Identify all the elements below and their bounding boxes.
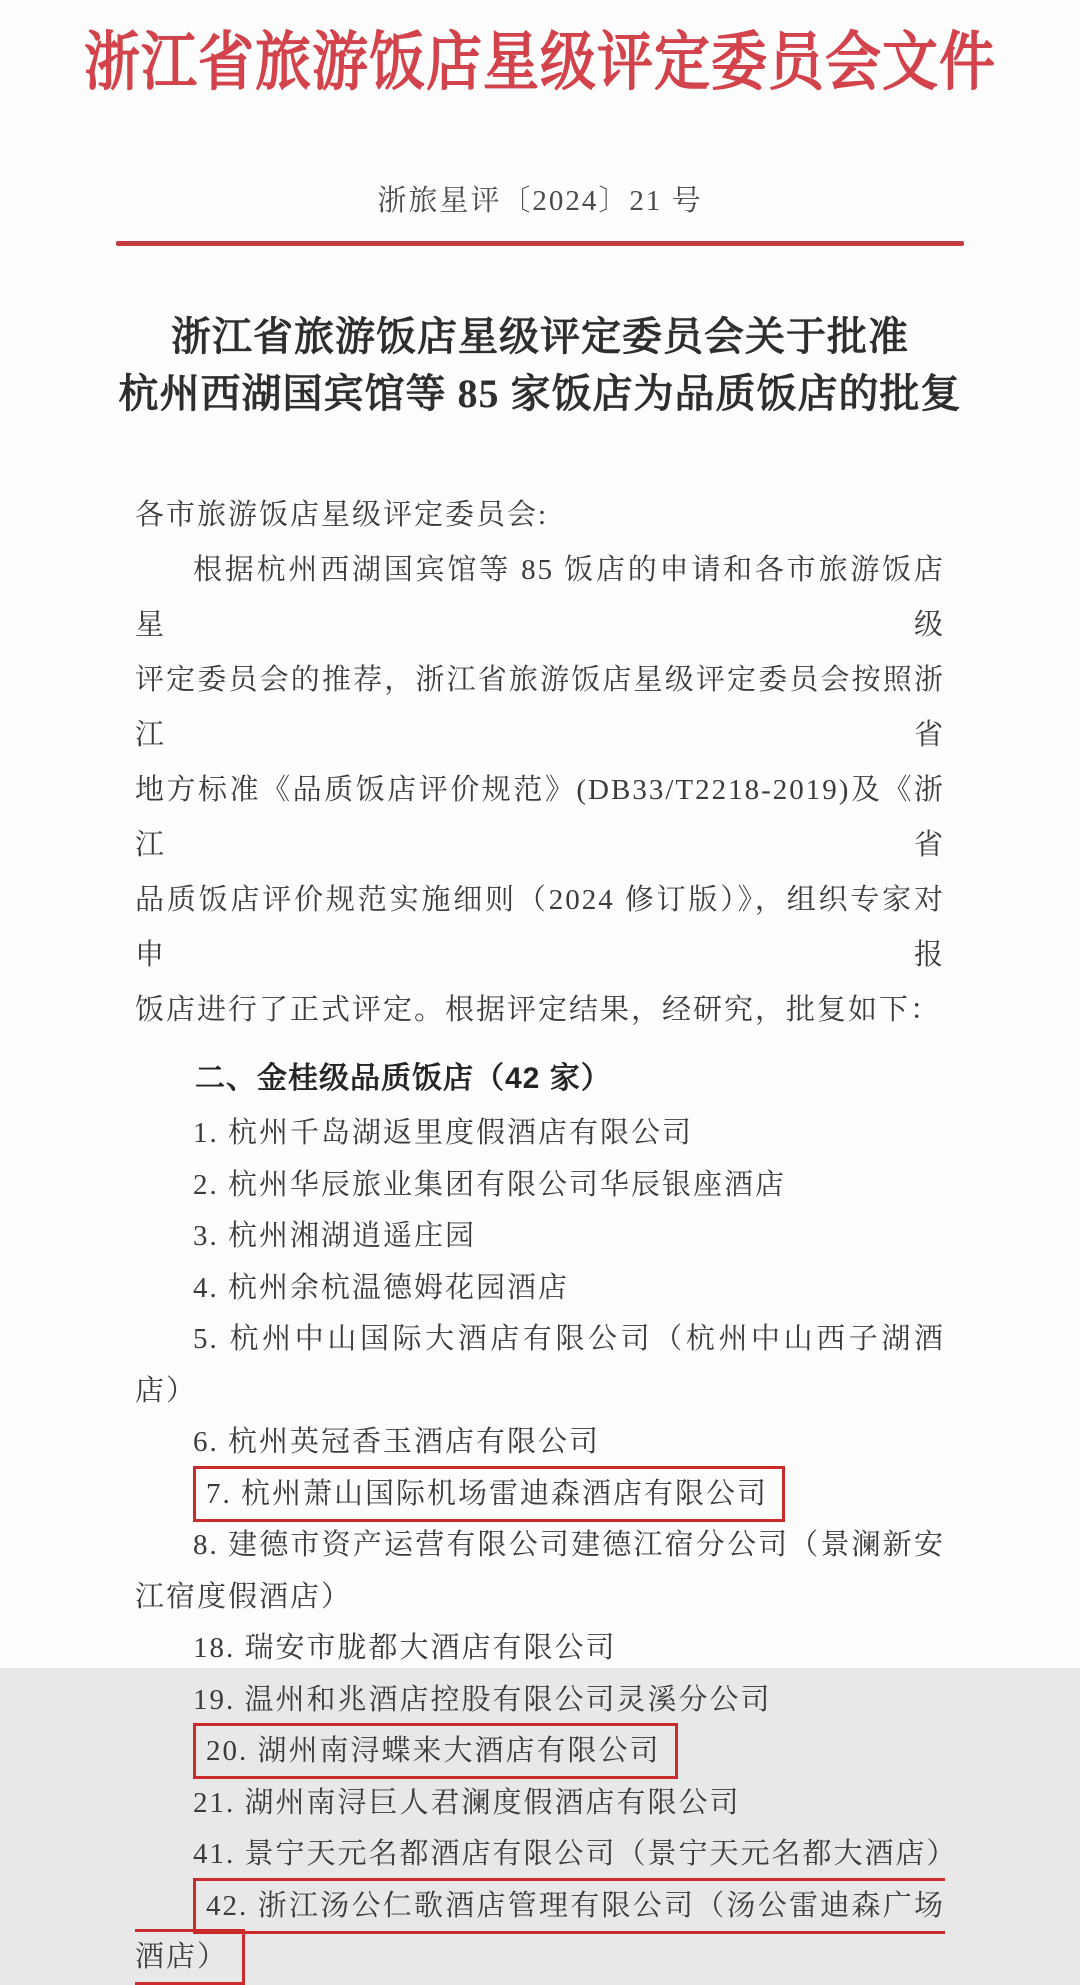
list-item: 18. 瑞安市胧都大酒店有限公司 (135, 1623, 945, 1675)
list-item (135, 1726, 945, 1778)
list-item: 5. 杭州中山国际大酒店有限公司（杭州中山西子湖酒店） (135, 1314, 945, 1417)
list-item (135, 1881, 945, 1984)
highlight-box: 7. 杭州萧山国际机场雷迪森酒店有限公司 (193, 1466, 785, 1522)
document-title (0, 308, 1080, 422)
document-number: 浙旅星评〔2024〕21 号 (0, 178, 1080, 219)
list-item (135, 1469, 945, 1521)
list-item: 2. 杭州华辰旅业集团有限公司华辰银座酒店 (135, 1160, 945, 1212)
document-header-title: 浙江省旅游饭店星级评定委员会文件 (0, 0, 1080, 104)
list-item: 8. 建德市资产运营有限公司建德江宿分公司（景澜新安江宿度假酒店） (135, 1520, 945, 1623)
highlight-box: 42. 浙江汤公仁歌酒店管理有限公司（汤公雷迪森广场酒店） (135, 1878, 945, 1985)
document-title-line2: 杭州西湖国宾馆等 85 家饭店为品质饭店的批复 (0, 365, 1080, 422)
red-divider-line (116, 241, 964, 246)
highlight-box: 20. 湖州南浔蝶来大酒店有限公司 (193, 1723, 678, 1779)
section-heading: 二、金桂级品质饭店（42 家） (135, 1052, 945, 1106)
salutation: 各市旅游饭店星级评定委员会: (135, 488, 945, 543)
paragraph-line: 根据杭州西湖国宾馆等 85 饭店的申请和各市旅游饭店星级 (135, 543, 945, 653)
list-item: 21. 湖州南浔巨人君澜度假酒店有限公司 (135, 1778, 945, 1830)
paragraph-line: 品质饭店评价规范实施细则（2024 修订版）》，组织专家对申报 (135, 873, 945, 983)
document-title-line1: 浙江省旅游饭店星级评定委员会关于批准 (0, 308, 1080, 365)
paragraph-line: 饭店进行了正式评定。根据评定结果，经研究，批复如下： (135, 983, 945, 1038)
body-paragraph (135, 543, 945, 1038)
list-item: 6. 杭州英冠香玉酒店有限公司 (135, 1417, 945, 1469)
list-item: 19. 温州和兆酒店控股有限公司灵溪分公司 (135, 1675, 945, 1727)
paragraph-line: 地方标准《品质饭店评价规范》(DB33/T2218-2019)及《浙江省 (135, 763, 945, 873)
document-body (135, 488, 945, 1984)
list-item: 1. 杭州千岛湖返里度假酒店有限公司 (135, 1108, 945, 1160)
list-item: 4. 杭州余杭温德姆花园酒店 (135, 1263, 945, 1315)
hotel-list (135, 1108, 945, 1984)
paragraph-line: 评定委员会的推荐，浙江省旅游饭店星级评定委员会按照浙江省 (135, 653, 945, 763)
list-item: 3. 杭州湘湖逍遥庄园 (135, 1211, 945, 1263)
list-item: 41. 景宁天元名都酒店有限公司（景宁天元名都大酒店） (135, 1829, 945, 1881)
